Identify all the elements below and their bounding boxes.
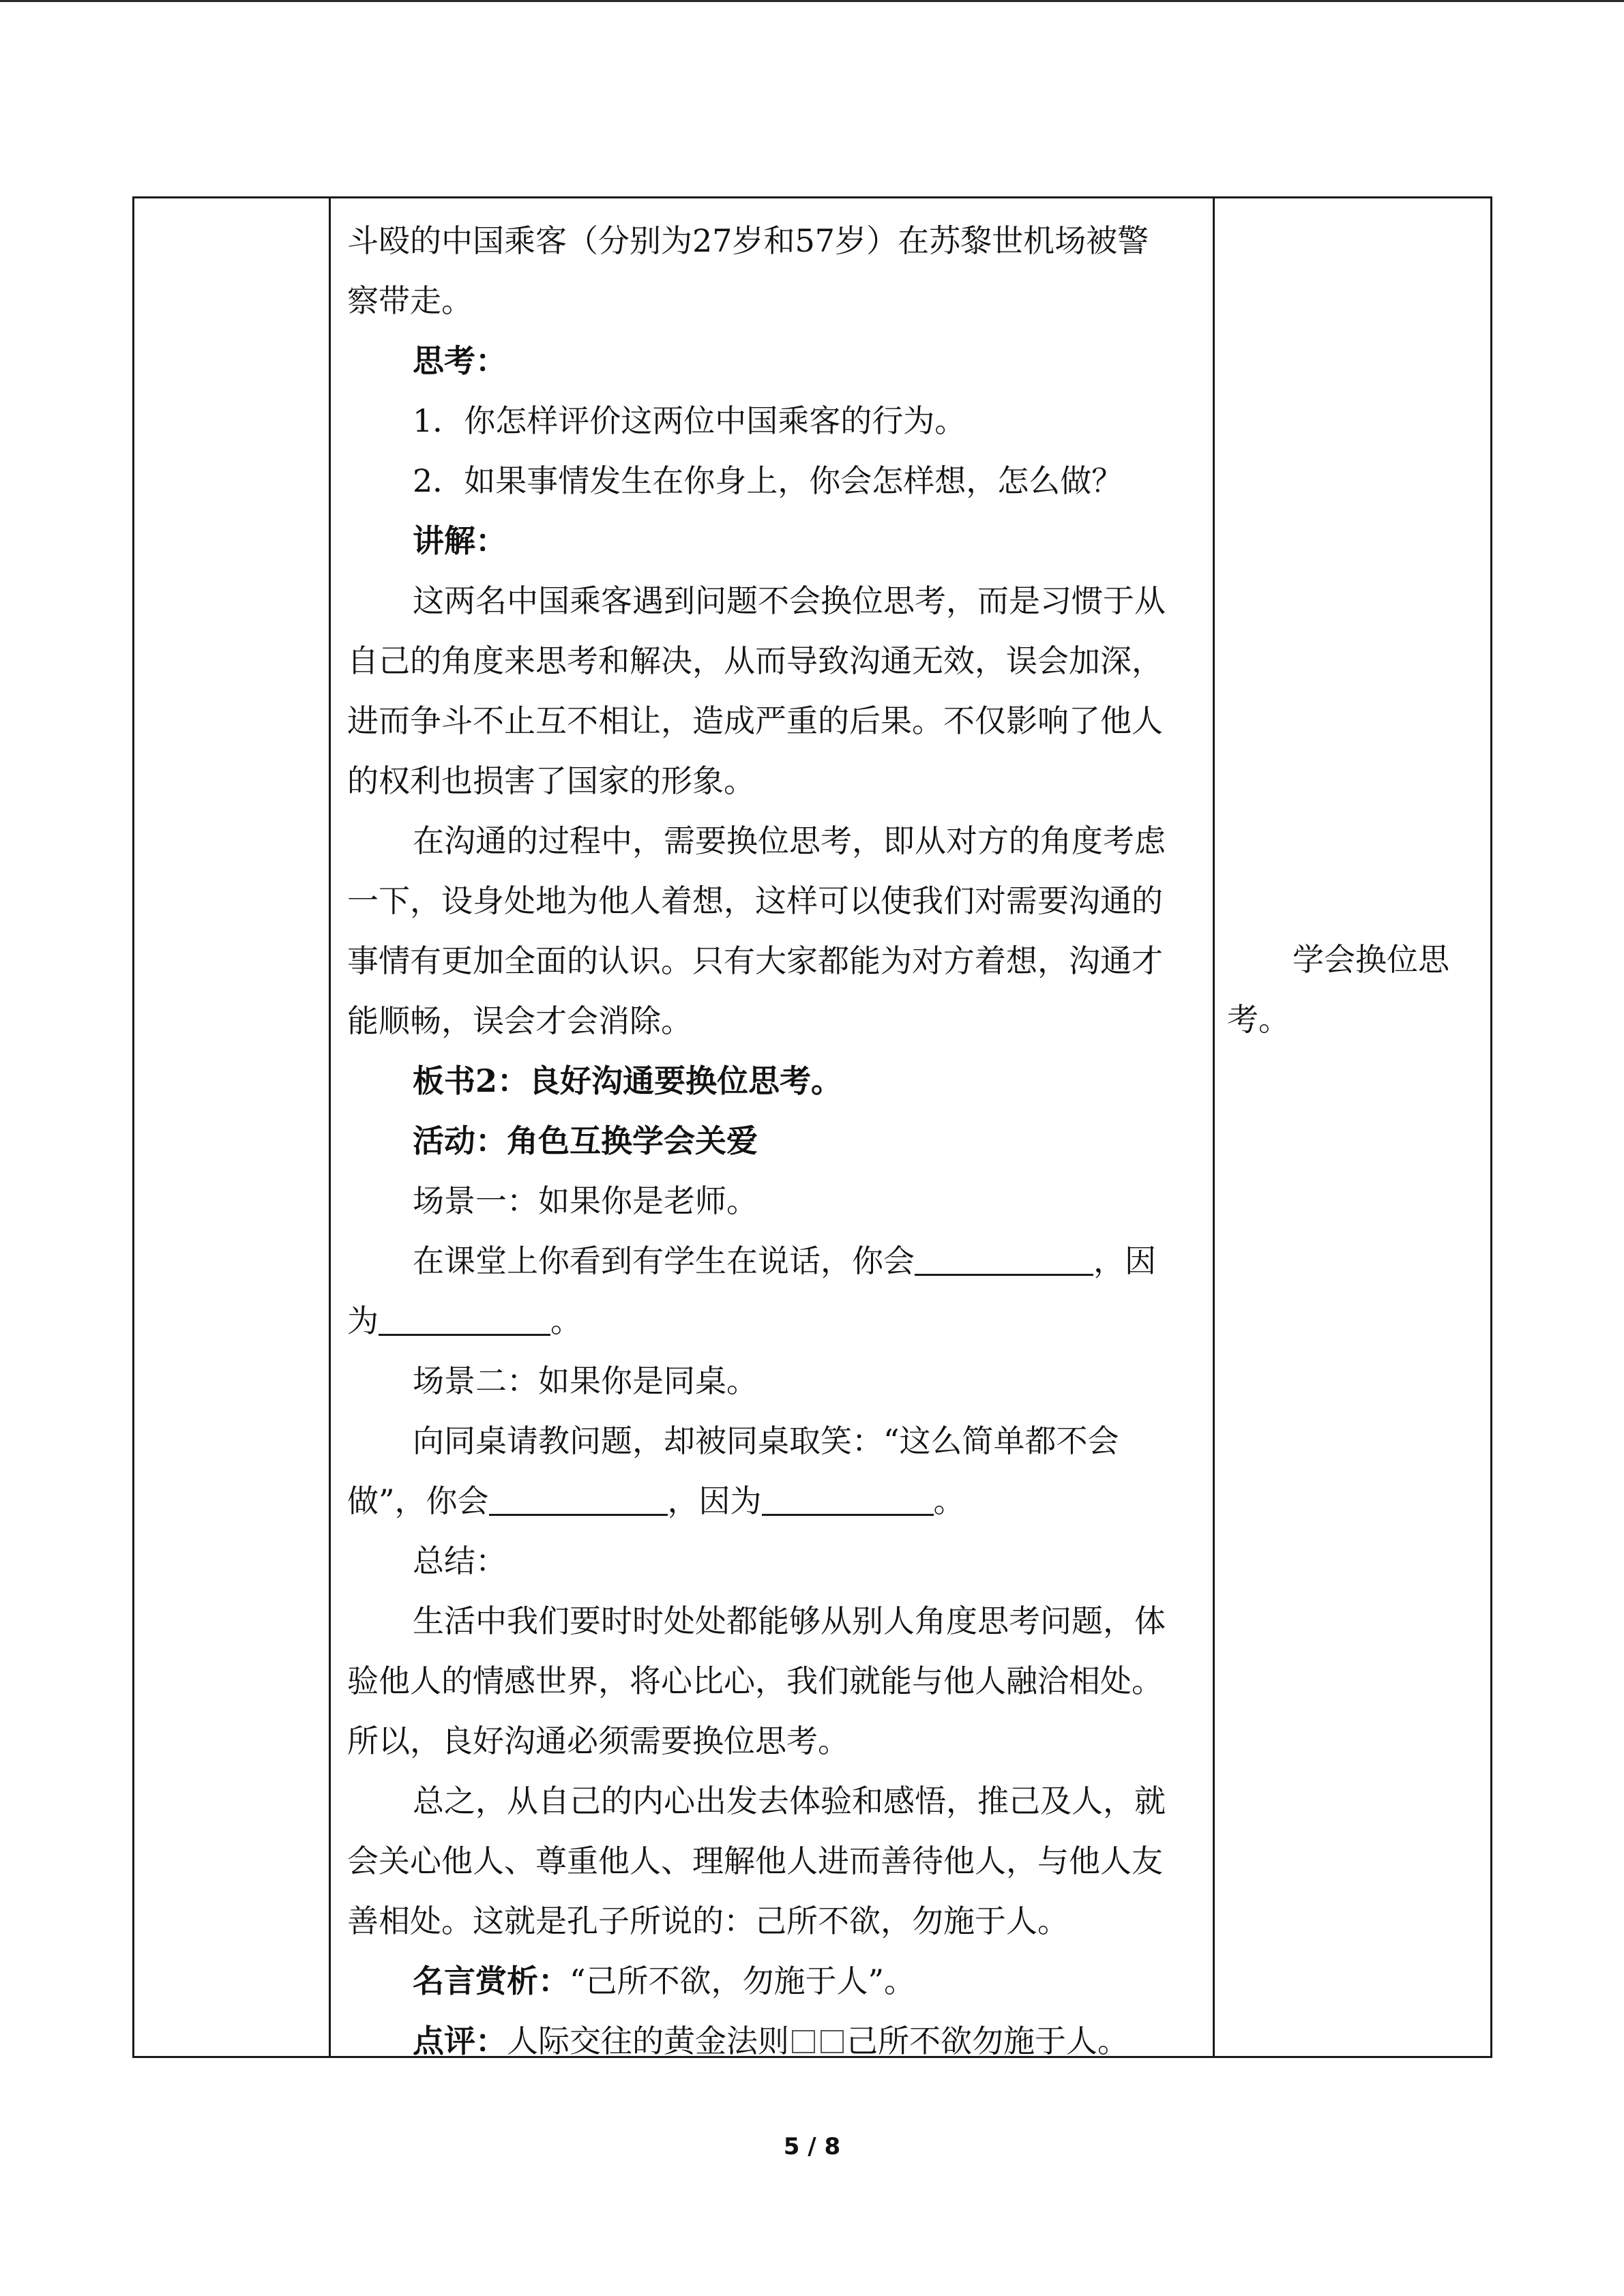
comment-text: 人际交往的黄金法则	[507, 2023, 789, 2059]
comment-text: 己所不欲勿施于人。	[846, 2023, 1129, 2059]
fill-blank	[489, 1480, 668, 1516]
text-line: 这两名中国乘客遇到问题不会换位思考，而是习惯于从	[413, 582, 1166, 619]
text-line: 所以，良好沟通必须需要换位思考。	[347, 1723, 849, 1759]
text-span: 做”，你会	[347, 1482, 489, 1519]
objective-line: 考。	[1227, 1001, 1290, 1038]
text-line: 在沟通的过程中，需要换位思考，即从对方的角度考虑	[413, 822, 1166, 859]
text-line: 总之，从自己的内心出发去体验和感悟，推己及人，就	[413, 1783, 1166, 1819]
lesson-plan-table	[132, 196, 1492, 2058]
text-span: 。	[550, 1302, 582, 1339]
page-top-rule	[0, 0, 1624, 2]
text-line: 自己的角度来思考和解决，从而导致沟通无效，误会加深，	[347, 642, 1163, 679]
text-line: 事情有更加全面的认识。只有大家都能为对方着想，沟通才	[347, 942, 1163, 979]
text-line: 向同桌请教问题，却被同桌取笑：“这么简单都不会	[413, 1422, 1119, 1459]
text-line: 会关心他人、尊重他人、理解他人进而善待他人，与他人友	[347, 1843, 1163, 1879]
table-objective-column	[1215, 198, 1490, 2056]
text-line: 察带走。	[347, 282, 473, 319]
question-2: 2．如果事情发生在你身上，你会怎样想，怎么做？	[413, 462, 1123, 499]
learning-objective	[1227, 929, 1479, 1049]
fill-blank	[379, 1300, 550, 1336]
summary-heading: 总结：	[413, 1542, 507, 1579]
text-line: 验他人的情感世界，将心比心，我们就能与他人融洽相处。	[347, 1663, 1163, 1699]
scene-2-title: 场景二：如果你是同桌。	[413, 1362, 758, 1399]
page-number: 5 / 8	[783, 2133, 841, 2160]
objective-line: 学会换位思	[1293, 941, 1449, 978]
text-line: 的权利也损害了国家的形象。	[347, 762, 755, 799]
quote-text: “己所不欲，勿施于人”。	[570, 1963, 916, 1999]
board-note: 板书2：良好沟通要换位思考。	[413, 1062, 843, 1099]
text-line: 进而争斗不止互不相让，造成严重的后果。不仅影响了他人	[347, 702, 1163, 739]
text-span: ，因为	[667, 1482, 762, 1519]
fill-blank	[762, 1480, 934, 1516]
text-line: 善相处。这就是孔子所说的：己所不欲，勿施于人。	[347, 1903, 1069, 1939]
question-1: 1．你怎样评价这两位中国乘客的行为。	[413, 402, 966, 439]
placeholder-box-icon	[792, 2030, 815, 2053]
table-left-column	[134, 198, 331, 2056]
explain-heading: 讲解：	[413, 522, 507, 559]
fill-blank	[915, 1240, 1093, 1276]
scene-1-line-2	[347, 1291, 1199, 1351]
table-content-column	[331, 198, 1215, 2059]
text-span: 在课堂上你看到有学生在说话，你会	[413, 1242, 915, 1279]
placeholder-box-icon	[821, 2030, 844, 2053]
comment-label: 点评：	[413, 2023, 507, 2059]
comment-line	[347, 2011, 1199, 2071]
text-line: 一下，设身处地为他人着想，这样可以使我们对需要沟通的	[347, 882, 1163, 919]
text-span: ，因	[1093, 1242, 1156, 1279]
scene-1-title: 场景一：如果你是老师。	[413, 1182, 758, 1219]
text-line: 斗殴的中国乘客（分别为27岁和57岁）在苏黎世机场被警	[347, 222, 1149, 259]
text-line: 能顺畅，误会才会消除。	[347, 1002, 692, 1039]
text-line: 生活中我们要时时处处都能够从别人角度思考问题，体	[413, 1602, 1166, 1639]
quote-line	[347, 1951, 1199, 2011]
scene-2-line-2	[347, 1471, 1199, 1531]
think-heading: 思考：	[413, 342, 507, 379]
text-span: 为	[347, 1302, 379, 1339]
scene-1-line-1	[347, 1231, 1199, 1291]
text-span: 。	[933, 1482, 965, 1519]
quote-label: 名言赏析：	[413, 1963, 570, 1999]
activity-title: 活动：角色互换学会关爱	[413, 1122, 758, 1159]
